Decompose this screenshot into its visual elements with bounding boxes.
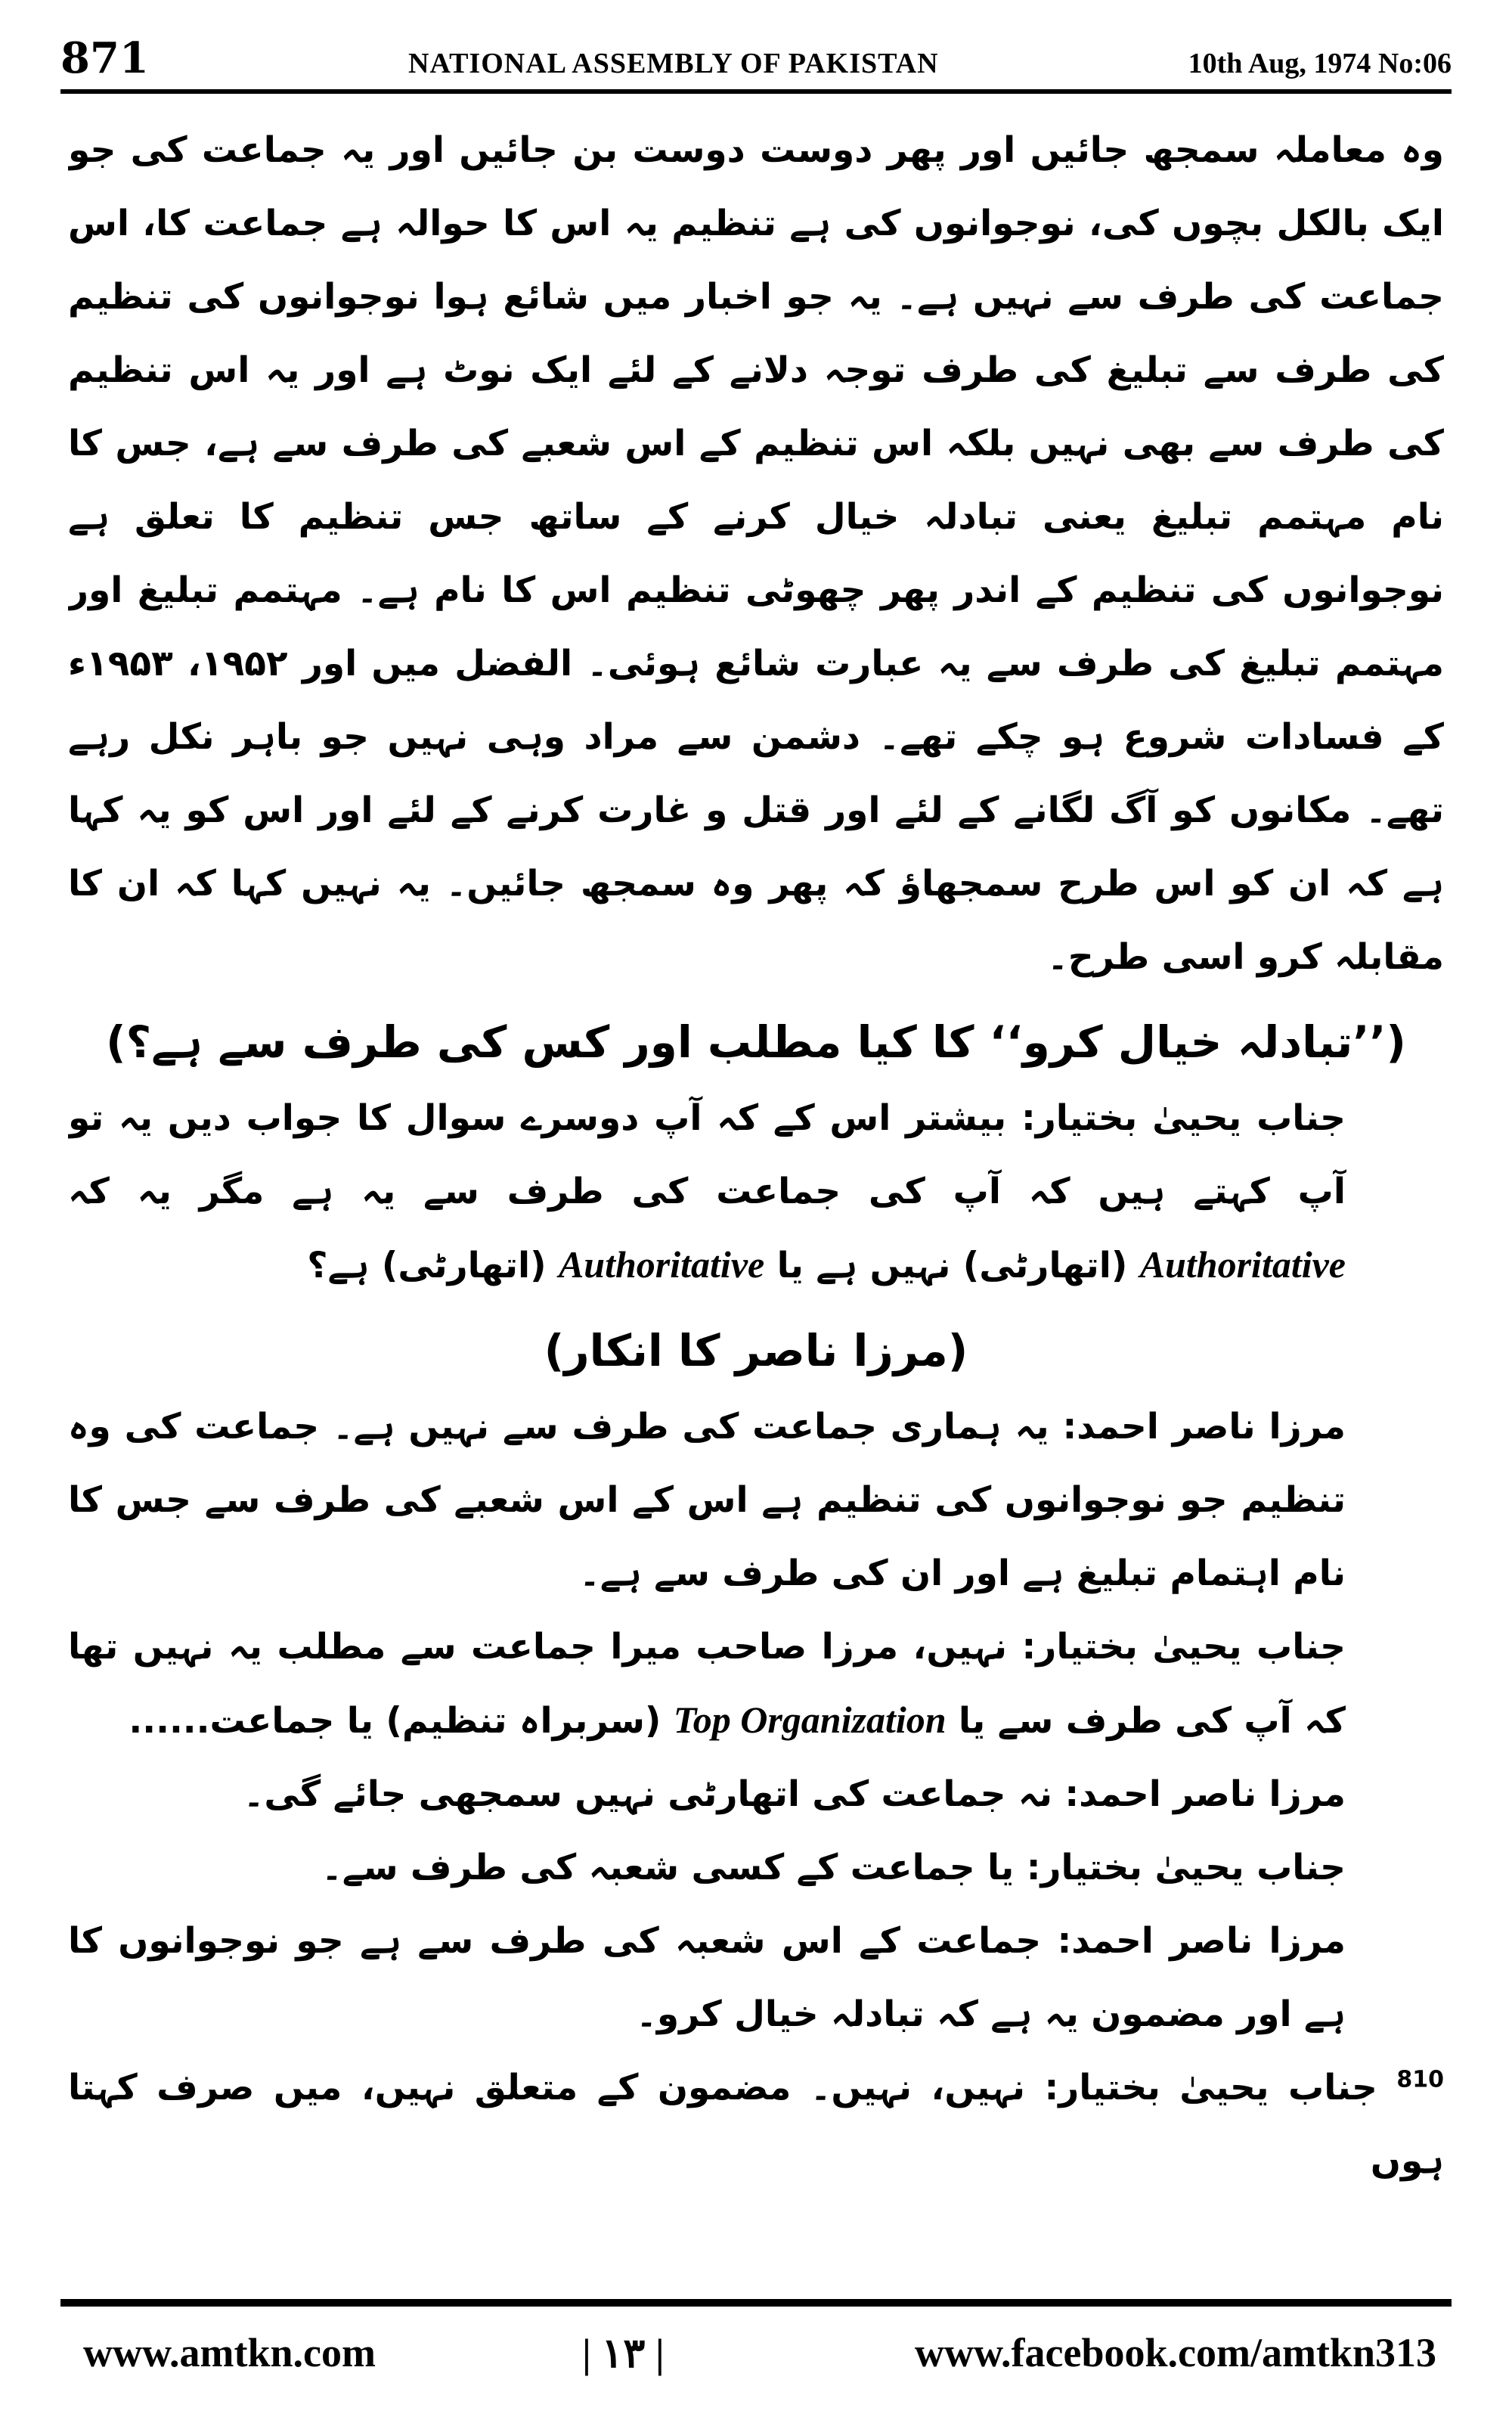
speaker-name: جناب یحییٰ بختیار:: [1044, 2067, 1377, 2108]
section-heading-1: (’’تبادلہ خیال کرو‘‘ کا کیا مطلب اور کس کی طرف سے ہے؟): [106, 1016, 1406, 1068]
speaker-name: مرزا ناصر احمد:: [1064, 1773, 1346, 1815]
footer-rule: [60, 2299, 1452, 2307]
header-rule: [60, 89, 1452, 94]
speech-text: (اتھارٹی) نہیں ہے یا: [776, 1245, 1128, 1286]
speech-6: [68, 1904, 1444, 2051]
speech-text: جماعت کے اس شعبہ کی طرف سے ہے جو نوجوانوں کا ہے اور مضمون یہ ہے کہ تبادلہ خیال کرو۔: [68, 1920, 1346, 2035]
page-footer: [60, 2322, 1452, 2390]
speech-5: [68, 1831, 1444, 1904]
header-date-number: 10th Aug, 1974 No:06: [1188, 48, 1452, 79]
website-link[interactable]: www.amtkn.com: [83, 2330, 376, 2375]
speech-2: [68, 1390, 1444, 1610]
speech-4: [68, 1758, 1444, 1831]
speaker-name: مرزا ناصر احمد:: [1062, 1406, 1346, 1447]
speech-text: بیشتر اس کے کہ آپ دوسرے سوال کا جواب دیں یہ تو آپ کہتے ہیں کہ آپ کی جماعت کی طرف سے یہ ہے مگر یہ کہ: [68, 1097, 1346, 1212]
facebook-link[interactable]: www.facebook.com/amtkn313: [915, 2330, 1436, 2375]
header-title: NATIONAL ASSEMBLY OF PAKISTAN: [408, 48, 939, 79]
speech-text: نہیں، مرزا صاحب میرا جماعت سے مطلب یہ نہیں تھا کہ آپ کی طرف سے یا: [68, 1626, 1346, 1742]
speech-text: (سربراہ تنظیم) یا جماعت......: [129, 1700, 662, 1742]
speech-text: یہ ہماری جماعت کی طرف سے نہیں ہے۔ جماعت کی وہ تنظیم جو نوجوانوں کی تنظیم ہے اس کے اس شعبے کی طرف سے جس کا نام اہتمام تبلیغ ہے اور ان کی طرف سے ہے۔: [68, 1406, 1346, 1594]
footnote-marker: 810: [1396, 2066, 1444, 2093]
footer-page-marker: | ۱۳ |: [582, 2331, 665, 2376]
english-term: Authoritative: [1139, 1243, 1346, 1286]
speaker-name: مرزا ناصر احمد:: [1057, 1920, 1346, 1962]
page-number: 871: [60, 33, 149, 83]
speech-text: (اتھارٹی) ہے؟: [307, 1245, 547, 1286]
paragraph-1: وہ معاملہ سمجھ جائیں اور پھر دوست دوست بن جائیں اور یہ جماعت کی جو ایک بالکل بچوں کی، نوجوانوں کی ہے تنظیم یہ اس کا حوالہ ہے جماعت کا، اس جماعت کی طرف سے نہیں ہے۔ یہ جو اخبار میں شائع ہوا نوجوانوں کی تنظیم کی طرف سے تبلیغ کی طرف توجہ دلانے کے لئے ایک نوٹ ہے اور یہ اس تنظیم کی طرف سے بھی نہیں بلکہ اس تنظیم کے اس شعبے کی طرف سے ہے، جس کا نام مہتمم تبلیغ یعنی تبادلہ خیال کرنے کے ساتھ جس تنظیم کا تعلق ہے نوجوانوں کی تنظیم کے اندر پھر چھوٹی تنظیم اس کا نام ہے۔ مہتمم تبلیغ اور مہتمم تبلیغ کی طرف سے یہ عبارت شائع ہوئی۔ الفضل میں اور ۱۹۵۲، ۱۹۵۳ء کے فسادات شروع ہو چکے تھے۔ دشمن سے مراد وہی نہیں جو باہر نکل رہے تھے۔ مکانوں کو آگ لگانے کے لئے اور قتل و غارت کرنے کے لئے اور اس کو یہ کہا ہے کہ ان کو اس طرح سمجھاؤ کہ پھر وہ سمجھ جائیں۔ یہ نہیں کہا کہ ان کا مقابلہ کرو اسی طرح۔: [68, 129, 1444, 978]
english-term: Authoritative: [558, 1243, 765, 1286]
page-header: [60, 30, 1452, 91]
speech-text: یا جماعت کے کسی شعبہ کی طرف سے۔: [321, 1847, 1015, 1888]
section-heading-2: (مرزا ناصر کا انکار): [544, 1325, 968, 1376]
speech-7: [68, 2051, 1444, 2198]
speaker-name: جناب یحییٰ بختیار:: [1026, 1847, 1346, 1888]
speaker-name: جناب یحییٰ بختیار:: [1021, 1097, 1346, 1139]
speech-3: [68, 1610, 1444, 1758]
speaker-name: جناب یحییٰ بختیار:: [1021, 1626, 1346, 1668]
speech-1: [68, 1081, 1444, 1302]
english-term: Top Organization: [673, 1699, 947, 1741]
page-content: [68, 113, 1444, 2276]
speech-text: نہ جماعت کی اتھارٹی نہیں سمجھی جائے گی۔: [243, 1773, 1052, 1815]
speech-text: نہیں، نہیں۔ مضمون کے متعلق نہیں، میں صرف کہتا ہوں: [68, 2067, 1444, 2182]
